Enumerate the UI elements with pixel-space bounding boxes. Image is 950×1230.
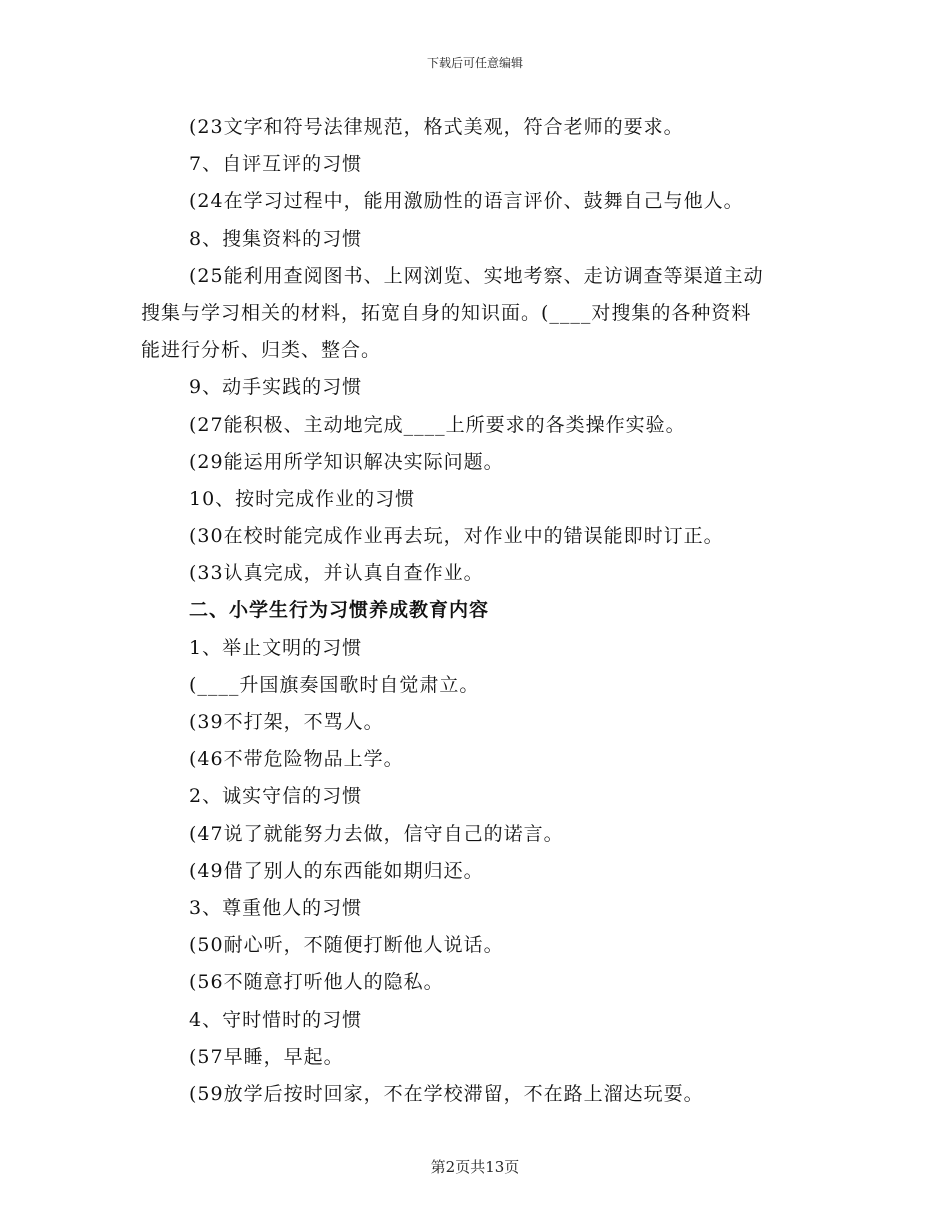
list-item: (47说了就能努力去做，信守自己的诺言。 bbox=[189, 822, 564, 845]
list-item: (24在学习过程中，能用激励性的语言评价、鼓舞自己与他人。 bbox=[189, 190, 744, 213]
list-item: (33认真完成，并认真自查作业。 bbox=[189, 562, 484, 585]
section-heading: 二、小学生行为习惯养成教育内容 bbox=[189, 599, 490, 622]
list-item: (49借了别人的东西能如期归还。 bbox=[189, 859, 484, 882]
list-item: (30在校时能完成作业再去玩，对作业中的错误能即时订正。 bbox=[189, 525, 724, 548]
list-item: (25能利用查阅图书、上网浏览、实地考察、走访调查等渠道主动 bbox=[189, 264, 764, 287]
page-footer: 第2页共13页 bbox=[430, 1158, 520, 1176]
subheading: 9、动手实践的习惯 bbox=[189, 376, 363, 399]
list-item-continuation: 搜集与学习相关的材料，拓宽自身的知识面。(____对搜集的各种资料 bbox=[141, 301, 752, 324]
document-body bbox=[141, 109, 821, 1113]
subheading: 10、按时完成作业的习惯 bbox=[189, 487, 416, 510]
list-item: (50耐心听，不随便打断他人说话。 bbox=[189, 934, 504, 957]
list-item: (____升国旗奏国歌时自觉肃立。 bbox=[189, 673, 480, 696]
list-item: (27能积极、主动地完成____上所要求的各类操作实验。 bbox=[189, 413, 686, 436]
subheading: 1、举止文明的习惯 bbox=[189, 636, 363, 659]
list-item: (59放学后按时回家，不在学校滞留，不在路上溜达玩耍。 bbox=[189, 1082, 704, 1105]
list-item: (39不打架，不骂人。 bbox=[189, 711, 384, 733]
list-item: (56不随意打听他人的隐私。 bbox=[189, 971, 444, 994]
subheading: 2、诚实守信的习惯 bbox=[189, 785, 363, 808]
list-item: (29能运用所学知识解决实际问题。 bbox=[189, 450, 504, 473]
subheading: 8、搜集资料的习惯 bbox=[189, 227, 363, 250]
subheading: 7、自评互评的习惯 bbox=[189, 153, 363, 176]
list-item-continuation: 能进行分析、归类、整合。 bbox=[141, 339, 382, 362]
list-item: (46不带危险物品上学。 bbox=[189, 748, 404, 771]
subheading: 3、尊重他人的习惯 bbox=[189, 896, 363, 919]
page-header: 下载后可任意编辑 bbox=[426, 56, 523, 70]
list-item: (23文字和符号法律规范，格式美观，符合老师的要求。 bbox=[189, 116, 684, 138]
list-item: (57早睡，早起。 bbox=[189, 1045, 344, 1068]
subheading: 4、守时惜时的习惯 bbox=[189, 1008, 363, 1031]
